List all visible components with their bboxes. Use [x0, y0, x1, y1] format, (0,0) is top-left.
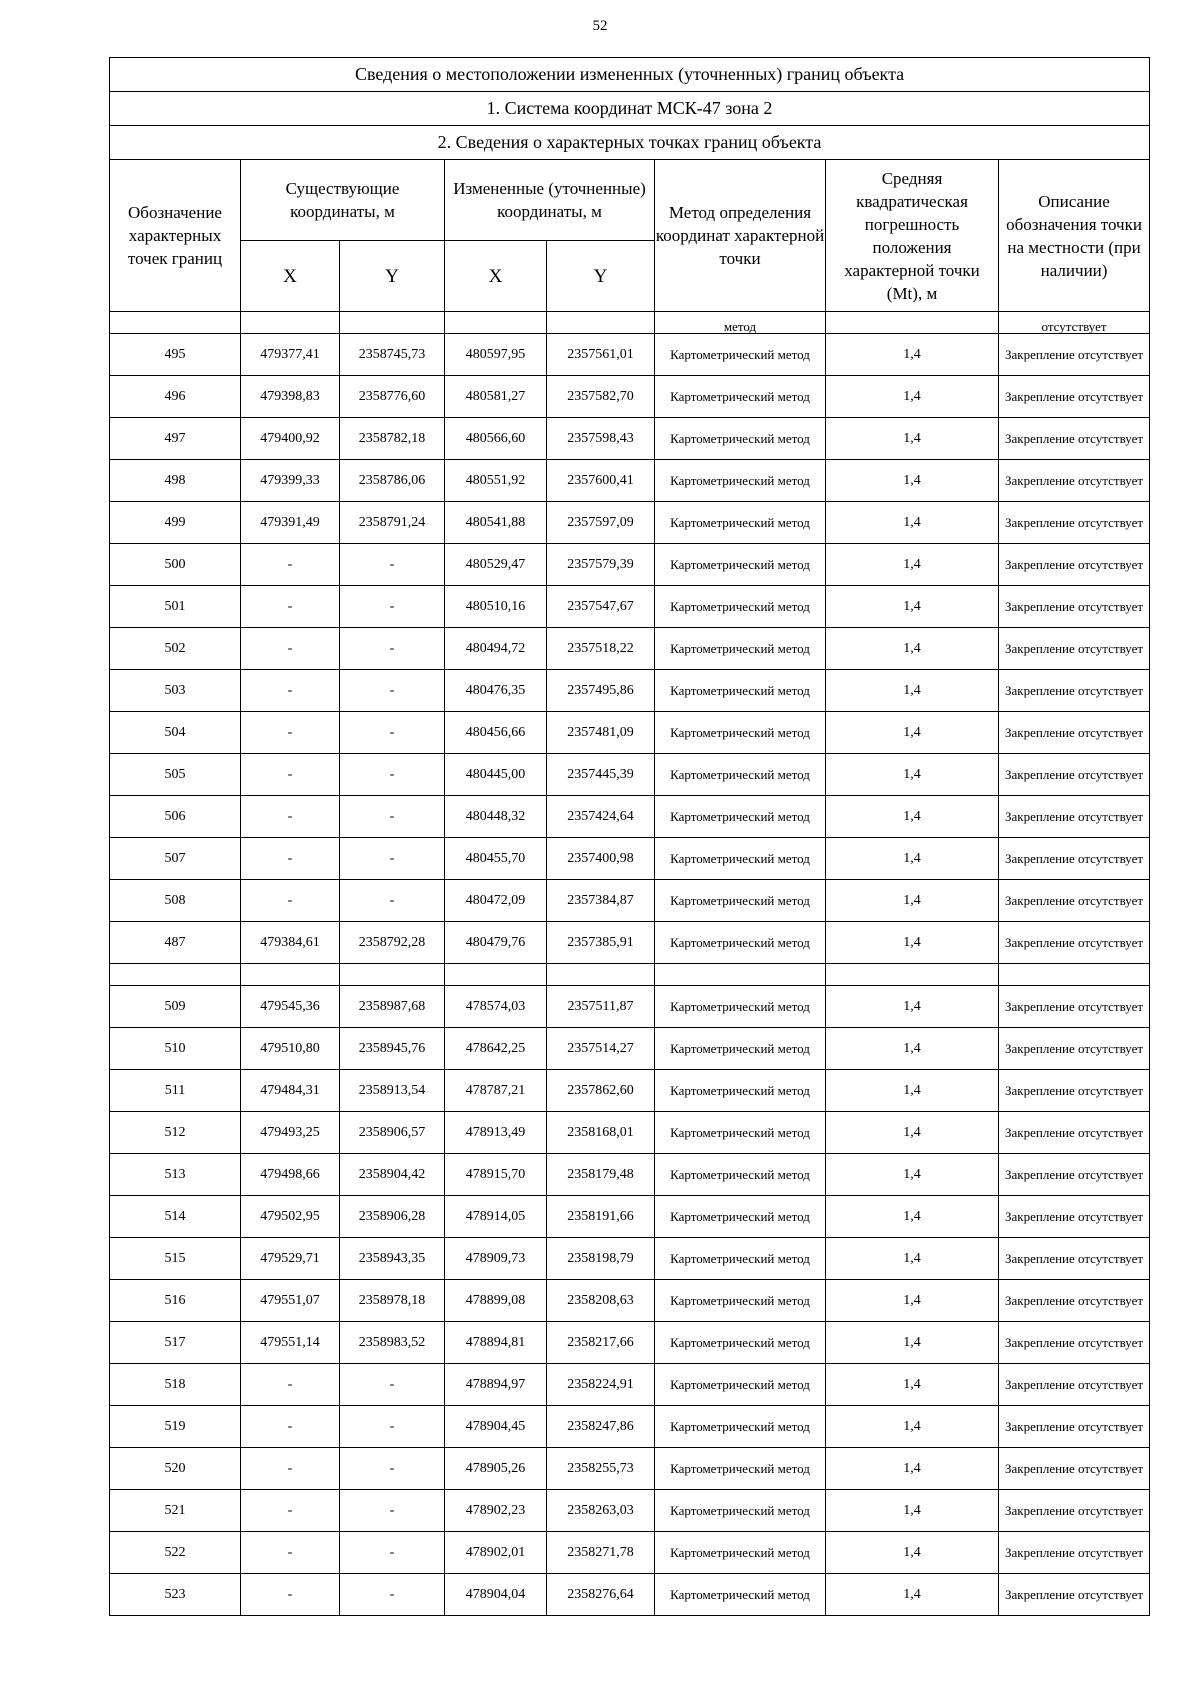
table-row — [110, 1280, 1150, 1322]
cell-changed-y: 2358208,63 — [547, 1280, 655, 1322]
cell-existing-x: 479493,25 — [241, 1112, 340, 1154]
cell-point-id: 505 — [110, 754, 241, 796]
header-existing-x: X — [241, 241, 340, 312]
cell-error: 1,4 — [826, 1448, 999, 1490]
cell-error: 1,4 — [826, 754, 999, 796]
cell-changed-x: 480445,00 — [445, 754, 547, 796]
cell-error: 1,4 — [826, 1238, 999, 1280]
cell-description: Закрепление отсутствует — [999, 418, 1150, 460]
cell-description: Закрепление отсутствует — [999, 670, 1150, 712]
cell-existing-y: 2358943,35 — [340, 1238, 445, 1280]
cell-changed-x: 480566,60 — [445, 418, 547, 460]
cell-error: 1,4 — [826, 670, 999, 712]
cell-method: Картометрический метод — [655, 502, 826, 544]
cell-point-id: 511 — [110, 1070, 241, 1112]
cell-existing-x: - — [241, 544, 340, 586]
cell-existing-x: - — [241, 586, 340, 628]
cell-method: Картометрический метод — [655, 1280, 826, 1322]
cell-method: Картометрический метод — [655, 1574, 826, 1616]
cell-point-id: 515 — [110, 1238, 241, 1280]
header-changed-y: Y — [547, 241, 655, 312]
cell-description: Закрепление отсутствует — [999, 586, 1150, 628]
cell-changed-x: 478909,73 — [445, 1238, 547, 1280]
cell-changed-x: 478905,26 — [445, 1448, 547, 1490]
cell-changed-x: 480510,16 — [445, 586, 547, 628]
cell-changed-x: 478904,04 — [445, 1574, 547, 1616]
cell-existing-y: - — [340, 880, 445, 922]
cell-method: Картометрический метод — [655, 1112, 826, 1154]
cell-changed-y: 2358217,66 — [547, 1322, 655, 1364]
cell-description: Закрепление отсутствует — [999, 1574, 1150, 1616]
coord-system: 1. Система координат МСК-47 зона 2 — [110, 92, 1150, 126]
cell-existing-x: - — [241, 628, 340, 670]
cell-existing-y: 2358987,68 — [340, 986, 445, 1028]
cell-changed-x: 480448,32 — [445, 796, 547, 838]
cell-existing-y: 2358913,54 — [340, 1070, 445, 1112]
table-row — [110, 334, 1150, 376]
cell-changed-y: 2357514,27 — [547, 1028, 655, 1070]
cell-existing-y: - — [340, 796, 445, 838]
header-existing-y: Y — [340, 241, 445, 312]
cell-existing-y: - — [340, 712, 445, 754]
cell-point-id: 512 — [110, 1112, 241, 1154]
cell-changed-y: 2358198,79 — [547, 1238, 655, 1280]
cell-point-id: 518 — [110, 1364, 241, 1406]
table-row — [110, 796, 1150, 838]
cell-changed-x: 478894,97 — [445, 1364, 547, 1406]
cell-error: 1,4 — [826, 838, 999, 880]
table-row — [110, 1406, 1150, 1448]
cell-description: Закрепление отсутствует — [999, 1196, 1150, 1238]
cell-existing-x: - — [241, 670, 340, 712]
cell-existing-x: 479391,49 — [241, 502, 340, 544]
cell-changed-y: 2357579,39 — [547, 544, 655, 586]
cell-method: Картометрический метод — [655, 838, 826, 880]
cell-description: Закрепление отсутствует — [999, 1280, 1150, 1322]
cell-method: Картометрический метод — [655, 922, 826, 964]
cell-changed-x: 480456,66 — [445, 712, 547, 754]
cell-existing-y: 2358904,42 — [340, 1154, 445, 1196]
cell-existing-x: - — [241, 712, 340, 754]
header-changed-x: X — [445, 241, 547, 312]
cell-existing-y: - — [340, 1448, 445, 1490]
cell-error: 1,4 — [826, 628, 999, 670]
cell-error: 1,4 — [826, 1364, 999, 1406]
table-row — [110, 1490, 1150, 1532]
cell-error: 1,4 — [826, 460, 999, 502]
table-row — [110, 1154, 1150, 1196]
table-row — [110, 1112, 1150, 1154]
cell-changed-y: 2357385,91 — [547, 922, 655, 964]
cell-existing-x: 479529,71 — [241, 1238, 340, 1280]
cell-error: 1,4 — [826, 1406, 999, 1448]
cell-point-id: 503 — [110, 670, 241, 712]
cell-changed-y: 2358179,48 — [547, 1154, 655, 1196]
table-row — [110, 1322, 1150, 1364]
table-row — [110, 1448, 1150, 1490]
cell-method: Картометрический метод — [655, 1448, 826, 1490]
continuation-method: метод — [655, 312, 826, 334]
cell-error: 1,4 — [826, 1070, 999, 1112]
header-error: Средняя квадратическая погрешность положения характерной точки (Mt), м — [826, 160, 999, 312]
cell-existing-x: - — [241, 1574, 340, 1616]
cell-error: 1,4 — [826, 376, 999, 418]
table-row — [110, 754, 1150, 796]
table-row — [110, 1364, 1150, 1406]
cell-changed-y: 2358247,86 — [547, 1406, 655, 1448]
cell-description: Закрепление отсутствует — [999, 1322, 1150, 1364]
page-number: 52 — [592, 18, 608, 34]
cell-changed-x: 478914,05 — [445, 1196, 547, 1238]
table-row — [110, 1196, 1150, 1238]
table-row — [110, 460, 1150, 502]
cell-description: Закрепление отсутствует — [999, 460, 1150, 502]
cell-point-id: 506 — [110, 796, 241, 838]
cell-changed-y: 2357424,64 — [547, 796, 655, 838]
cell-changed-x: 480541,88 — [445, 502, 547, 544]
cell-method: Картометрический метод — [655, 712, 826, 754]
cell-error: 1,4 — [826, 334, 999, 376]
table-row — [110, 376, 1150, 418]
header-description: Описание обозначения точки на местности (при наличии) — [999, 160, 1150, 312]
cell-description: Закрепление отсутствует — [999, 922, 1150, 964]
cell-method: Картометрический метод — [655, 754, 826, 796]
table-row — [110, 1028, 1150, 1070]
cell-method: Картометрический метод — [655, 1070, 826, 1112]
cell-point-id: 508 — [110, 880, 241, 922]
cell-changed-x: 478904,45 — [445, 1406, 547, 1448]
cell-changed-y: 2357384,87 — [547, 880, 655, 922]
cell-method: Картометрический метод — [655, 460, 826, 502]
cell-existing-y: - — [340, 1574, 445, 1616]
cell-changed-y: 2357862,60 — [547, 1070, 655, 1112]
cell-point-id: 501 — [110, 586, 241, 628]
cell-method: Картометрический метод — [655, 376, 826, 418]
cell-error: 1,4 — [826, 1574, 999, 1616]
cell-description: Закрепление отсутствует — [999, 1490, 1150, 1532]
cell-existing-y: - — [340, 1406, 445, 1448]
cell-existing-y: - — [340, 1532, 445, 1574]
cell-existing-y: 2358791,24 — [340, 502, 445, 544]
cell-error: 1,4 — [826, 1196, 999, 1238]
cell-existing-y: 2358786,06 — [340, 460, 445, 502]
cell-description: Закрепление отсутствует — [999, 376, 1150, 418]
table-row — [110, 986, 1150, 1028]
header-existing: Существующие координаты, м — [241, 160, 445, 241]
cell-changed-y: 2358224,91 — [547, 1364, 655, 1406]
cell-existing-y: - — [340, 754, 445, 796]
cell-method: Картометрический метод — [655, 1532, 826, 1574]
cell-existing-x: 479384,61 — [241, 922, 340, 964]
cell-description: Закрепление отсутствует — [999, 1154, 1150, 1196]
cell-error: 1,4 — [826, 880, 999, 922]
table-row — [110, 1070, 1150, 1112]
table-row — [110, 1574, 1150, 1616]
cell-method: Картометрический метод — [655, 1406, 826, 1448]
continuation-description: отсутствует — [999, 312, 1150, 334]
header-point: Обозначение характерных точек границ — [110, 160, 241, 312]
cell-changed-x: 478899,08 — [445, 1280, 547, 1322]
cell-point-id: 522 — [110, 1532, 241, 1574]
cell-point-id: 523 — [110, 1574, 241, 1616]
cell-existing-y: 2358906,57 — [340, 1112, 445, 1154]
cell-changed-x: 478642,25 — [445, 1028, 547, 1070]
cell-changed-x: 480551,92 — [445, 460, 547, 502]
cell-method: Картометрический метод — [655, 1238, 826, 1280]
cell-method: Картометрический метод — [655, 628, 826, 670]
cell-existing-y: 2358983,52 — [340, 1322, 445, 1364]
cell-existing-y: - — [340, 1364, 445, 1406]
cell-existing-y: 2358978,18 — [340, 1280, 445, 1322]
cell-changed-y: 2357495,86 — [547, 670, 655, 712]
header-method: Метод определения координат характерной точки — [655, 160, 826, 312]
cell-existing-y: - — [340, 1490, 445, 1532]
cell-description: Закрепление отсутствует — [999, 986, 1150, 1028]
cell-description: Закрепление отсутствует — [999, 1028, 1150, 1070]
cell-point-id: 509 — [110, 986, 241, 1028]
cell-point-id: 513 — [110, 1154, 241, 1196]
cell-method: Картометрический метод — [655, 670, 826, 712]
cell-description: Закрепление отсутствует — [999, 334, 1150, 376]
header-changed: Измененные (уточненные) координаты, м — [445, 160, 655, 241]
cell-point-id: 510 — [110, 1028, 241, 1070]
cell-point-id: 521 — [110, 1490, 241, 1532]
cell-method: Картометрический метод — [655, 544, 826, 586]
boundary-points-table — [109, 57, 1150, 1616]
table-row — [110, 418, 1150, 460]
cell-error: 1,4 — [826, 1028, 999, 1070]
cell-error: 1,4 — [826, 712, 999, 754]
cell-existing-y: - — [340, 628, 445, 670]
table-row — [110, 544, 1150, 586]
table-row — [110, 586, 1150, 628]
cell-error: 1,4 — [826, 1280, 999, 1322]
cell-changed-y: 2357547,67 — [547, 586, 655, 628]
cell-method: Картометрический метод — [655, 1196, 826, 1238]
cell-existing-x: 479399,33 — [241, 460, 340, 502]
cell-point-id: 499 — [110, 502, 241, 544]
cell-error: 1,4 — [826, 986, 999, 1028]
cell-description: Закрепление отсутствует — [999, 628, 1150, 670]
cell-changed-x: 478894,81 — [445, 1322, 547, 1364]
cell-method: Картометрический метод — [655, 1322, 826, 1364]
cell-changed-y: 2357481,09 — [547, 712, 655, 754]
cell-existing-y: - — [340, 838, 445, 880]
cell-method: Картометрический метод — [655, 418, 826, 460]
cell-changed-x: 480597,95 — [445, 334, 547, 376]
cell-existing-x: - — [241, 880, 340, 922]
cell-existing-x: 479484,31 — [241, 1070, 340, 1112]
cell-existing-x: - — [241, 796, 340, 838]
cell-existing-x: 479398,83 — [241, 376, 340, 418]
cell-existing-x: 479498,66 — [241, 1154, 340, 1196]
cell-changed-y: 2357600,41 — [547, 460, 655, 502]
cell-existing-y: 2358776,60 — [340, 376, 445, 418]
cell-error: 1,4 — [826, 1112, 999, 1154]
cell-changed-x: 480494,72 — [445, 628, 547, 670]
cell-point-id: 498 — [110, 460, 241, 502]
cell-changed-y: 2357598,43 — [547, 418, 655, 460]
cell-point-id: 504 — [110, 712, 241, 754]
cell-description: Закрепление отсутствует — [999, 796, 1150, 838]
cell-error: 1,4 — [826, 544, 999, 586]
cell-existing-y: - — [340, 544, 445, 586]
cell-changed-y: 2358263,03 — [547, 1490, 655, 1532]
cell-existing-x: - — [241, 1406, 340, 1448]
cell-changed-x: 480529,47 — [445, 544, 547, 586]
cell-existing-y: 2358906,28 — [340, 1196, 445, 1238]
cell-point-id: 520 — [110, 1448, 241, 1490]
cell-existing-x: 479545,36 — [241, 986, 340, 1028]
cell-point-id: 495 — [110, 334, 241, 376]
table-row — [110, 838, 1150, 880]
cell-error: 1,4 — [826, 796, 999, 838]
cell-description: Закрепление отсутствует — [999, 1364, 1150, 1406]
cell-point-id: 496 — [110, 376, 241, 418]
cell-changed-y: 2358271,78 — [547, 1532, 655, 1574]
cell-description: Закрепление отсутствует — [999, 1238, 1150, 1280]
cell-changed-x: 478787,21 — [445, 1070, 547, 1112]
cell-description: Закрепление отсутствует — [999, 1532, 1150, 1574]
cell-error: 1,4 — [826, 922, 999, 964]
table-row — [110, 628, 1150, 670]
cell-description: Закрепление отсутствует — [999, 880, 1150, 922]
cell-error: 1,4 — [826, 1532, 999, 1574]
table-row — [110, 922, 1150, 964]
cell-method: Картометрический метод — [655, 880, 826, 922]
cell-description: Закрепление отсутствует — [999, 1112, 1150, 1154]
cell-existing-x: - — [241, 1448, 340, 1490]
cell-description: Закрепление отсутствует — [999, 838, 1150, 880]
cell-changed-x: 478913,49 — [445, 1112, 547, 1154]
cell-changed-y: 2357518,22 — [547, 628, 655, 670]
cell-existing-y: 2358745,73 — [340, 334, 445, 376]
cell-point-id: 519 — [110, 1406, 241, 1448]
table-title: Сведения о местоположении измененных (уточненных) границ объекта — [110, 58, 1150, 92]
cell-error: 1,4 — [826, 502, 999, 544]
table-row — [110, 880, 1150, 922]
cell-point-id: 507 — [110, 838, 241, 880]
cell-description: Закрепление отсутствует — [999, 1070, 1150, 1112]
cell-error: 1,4 — [826, 418, 999, 460]
cell-changed-y: 2357511,87 — [547, 986, 655, 1028]
cell-method: Картометрический метод — [655, 986, 826, 1028]
cell-error: 1,4 — [826, 586, 999, 628]
table-row — [110, 1532, 1150, 1574]
cell-existing-x: - — [241, 838, 340, 880]
cell-existing-y: 2358792,28 — [340, 922, 445, 964]
cell-method: Картометрический метод — [655, 1028, 826, 1070]
cell-method: Картометрический метод — [655, 796, 826, 838]
table-row — [110, 670, 1150, 712]
cell-changed-x: 480581,27 — [445, 376, 547, 418]
cell-point-id: 487 — [110, 922, 241, 964]
cell-method: Картометрический метод — [655, 334, 826, 376]
cell-method: Картометрический метод — [655, 586, 826, 628]
table-row — [110, 712, 1150, 754]
cell-description: Закрепление отсутствует — [999, 754, 1150, 796]
cell-changed-y: 2358255,73 — [547, 1448, 655, 1490]
cell-changed-x: 478915,70 — [445, 1154, 547, 1196]
cell-method: Картометрический метод — [655, 1154, 826, 1196]
section-title: 2. Сведения о характерных точках границ объекта — [110, 126, 1150, 160]
group-separator-row — [110, 964, 1150, 986]
cell-changed-y: 2357400,98 — [547, 838, 655, 880]
cell-point-id: 497 — [110, 418, 241, 460]
cell-method: Картометрический метод — [655, 1364, 826, 1406]
cell-changed-x: 480455,70 — [445, 838, 547, 880]
continuation-row — [110, 312, 1150, 334]
cell-existing-y: - — [340, 586, 445, 628]
cell-point-id: 502 — [110, 628, 241, 670]
cell-description: Закрепление отсутствует — [999, 712, 1150, 754]
cell-description: Закрепление отсутствует — [999, 1448, 1150, 1490]
cell-existing-x: 479551,07 — [241, 1280, 340, 1322]
cell-existing-x: 479502,95 — [241, 1196, 340, 1238]
cell-existing-x: 479400,92 — [241, 418, 340, 460]
cell-changed-x: 480476,35 — [445, 670, 547, 712]
cell-existing-x: - — [241, 1490, 340, 1532]
cell-point-id: 516 — [110, 1280, 241, 1322]
cell-point-id: 517 — [110, 1322, 241, 1364]
cell-changed-x: 478574,03 — [445, 986, 547, 1028]
cell-changed-y: 2358191,66 — [547, 1196, 655, 1238]
cell-changed-x: 480472,09 — [445, 880, 547, 922]
cell-error: 1,4 — [826, 1322, 999, 1364]
cell-description: Закрепление отсутствует — [999, 1406, 1150, 1448]
table-row — [110, 502, 1150, 544]
cell-point-id: 514 — [110, 1196, 241, 1238]
cell-existing-y: 2358945,76 — [340, 1028, 445, 1070]
cell-changed-y: 2357561,01 — [547, 334, 655, 376]
cell-method: Картометрический метод — [655, 1490, 826, 1532]
cell-changed-y: 2358168,01 — [547, 1112, 655, 1154]
cell-existing-x: - — [241, 1532, 340, 1574]
cell-existing-y: 2358782,18 — [340, 418, 445, 460]
cell-description: Закрепление отсутствует — [999, 502, 1150, 544]
cell-changed-y: 2358276,64 — [547, 1574, 655, 1616]
cell-description: Закрепление отсутствует — [999, 544, 1150, 586]
cell-changed-x: 478902,23 — [445, 1490, 547, 1532]
cell-changed-y: 2357597,09 — [547, 502, 655, 544]
cell-changed-x: 478902,01 — [445, 1532, 547, 1574]
cell-existing-x: - — [241, 754, 340, 796]
cell-error: 1,4 — [826, 1490, 999, 1532]
cell-existing-x: 479377,41 — [241, 334, 340, 376]
cell-existing-x: 479551,14 — [241, 1322, 340, 1364]
cell-changed-y: 2357445,39 — [547, 754, 655, 796]
cell-changed-y: 2357582,70 — [547, 376, 655, 418]
cell-error: 1,4 — [826, 1154, 999, 1196]
cell-existing-x: - — [241, 1364, 340, 1406]
cell-existing-x: 479510,80 — [241, 1028, 340, 1070]
cell-point-id: 500 — [110, 544, 241, 586]
table-row — [110, 1238, 1150, 1280]
cell-existing-y: - — [340, 670, 445, 712]
cell-changed-x: 480479,76 — [445, 922, 547, 964]
